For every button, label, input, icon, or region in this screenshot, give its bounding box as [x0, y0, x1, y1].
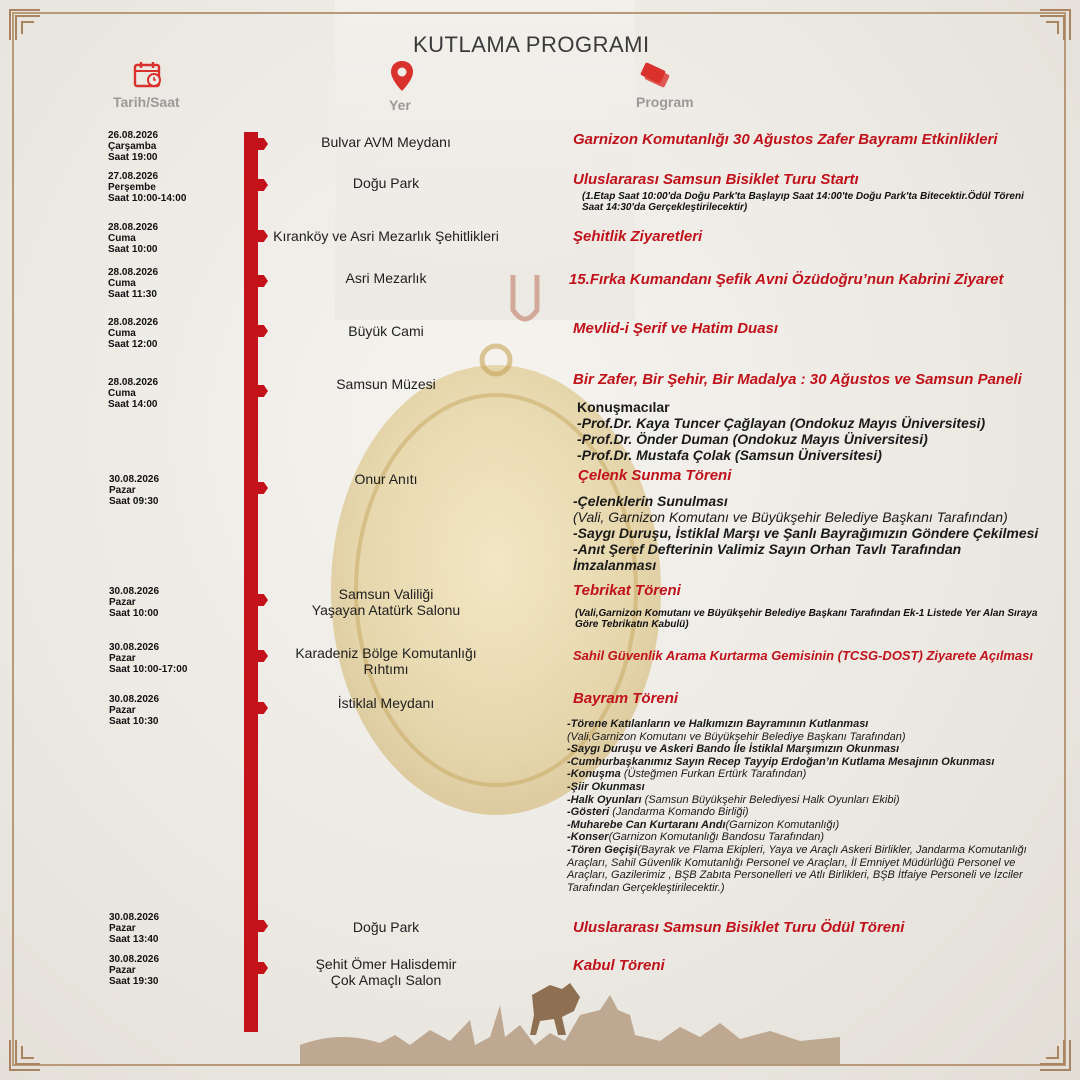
timeline-bar [244, 132, 258, 1032]
ceremony-item-title: -Konuşma [567, 768, 621, 781]
ceremony-item-detail: (Garnizon Komutanlığı) [725, 818, 840, 831]
ceremony-item-title: -Törene Katılanların ve Halkımızın Bayramının Kutlanması [567, 718, 869, 730]
date-text: 28.08.2026 [108, 317, 159, 328]
time-text: Saat 19:00 [108, 152, 158, 163]
ceremony-item [567, 781, 1027, 794]
ceremony-item-title: -Şiir Okunması [567, 780, 645, 793]
sub-item: İmzalanması [573, 557, 657, 573]
sub-item: -Prof.Dr. Kaya Tuncer Çağlayan (Ondokuz Mayıs Üniversitesi) [577, 415, 986, 431]
ceremony-item [567, 756, 1027, 769]
event-program: Mevlid-i Şerif ve Hatim Duası [573, 320, 779, 337]
event-place [236, 228, 536, 244]
date-text: 30.08.2026 [109, 586, 160, 597]
map-pin-icon [390, 60, 414, 92]
ceremony-item-title: -Gösteri [567, 806, 610, 819]
date-text: 27.08.2026 [108, 171, 159, 182]
weekday-text: Perşembe [108, 182, 156, 193]
time-text: Saat 11:30 [108, 289, 157, 300]
ticket-icon [638, 60, 672, 90]
ceremony-item-detail: (Vali,Garnizon Komutanı ve Büyükşehir Belediye Başkanı Tarafından) [567, 730, 906, 743]
event-place [236, 323, 536, 339]
place-line: İstiklal Meydanı [337, 695, 435, 711]
event-place [236, 134, 536, 150]
event-place [236, 175, 536, 191]
ceremony-item-title: -Cumhurbaşkanımız Sayın Recep Tayyip Erdoğan’ın Kutlama Mesajının Okunması [567, 755, 995, 768]
event-date [108, 171, 186, 204]
event-date [108, 222, 158, 255]
corner-ornament [1038, 8, 1072, 42]
event-program: Uluslararası Samsun Bisiklet Turu Startı [573, 171, 859, 188]
program-column-header: Program [636, 94, 694, 110]
event-program: Uluslararası Samsun Bisiklet Turu Ödül Töreni [573, 919, 905, 936]
place-line: Samsun Müzesi [336, 376, 436, 392]
place-line: Samsun Valiliği [338, 586, 434, 602]
ceremony-item-title: -Saygı Duruşu ve Askeri Bando İle İstiklal Marşımızın Okunması [567, 743, 900, 756]
event-place [236, 586, 536, 618]
date-column-header: Tarih/Saat [113, 94, 180, 110]
city-skyline-silhouette [300, 975, 840, 1065]
ceremony-item-detail: (Üsteğmen Furkan Ertürk Tarafından) [620, 768, 807, 781]
ceremony-item-detail: (Jandarma Komando Birliği) [609, 806, 749, 819]
event-date [108, 317, 158, 350]
event-date [109, 954, 159, 987]
event-date [108, 267, 158, 300]
time-text: Saat 13:40 [109, 934, 159, 945]
sub-item: -Anıt Şeref Defterinin Valimiz Sayın Orhan Tavlı Tarafından [573, 541, 962, 557]
date-text: 30.08.2026 [109, 912, 160, 923]
corner-ornament [8, 8, 42, 42]
ceremony-item [567, 731, 1027, 744]
event-program: 15.Fırka Kumandanı Şefik Avni Özüdoğru’nun Kabrini Ziyaret [569, 271, 1004, 288]
place-line: Yaşayan Atatürk Salonu [311, 602, 461, 618]
place-column-header: Yer [389, 97, 411, 113]
ceremony-details [567, 718, 1027, 894]
ceremony-item [567, 743, 1027, 756]
event-date [108, 130, 158, 163]
sub-item: -Çelenklerin Sunulması [573, 493, 728, 509]
date-text: 30.08.2026 [109, 474, 160, 485]
time-text: Saat 10:00 [109, 608, 159, 619]
event-place [236, 270, 536, 286]
time-text: Saat 10:30 [109, 716, 159, 727]
sub-item: (Vali, Garnizon Komutanı ve Büyükşehir Belediye Başkanı Tarafından) [573, 509, 1008, 525]
weekday-text: Pazar [109, 485, 136, 496]
place-line: Karadeniz Bölge Komutanlığı [295, 645, 477, 661]
event-date [109, 474, 159, 507]
time-text: Saat 10:00-17:00 [109, 664, 188, 675]
event-program: Şehitlik Ziyaretleri [573, 228, 703, 245]
weekday-text: Pazar [109, 597, 136, 608]
sub-item: -Prof.Dr. Önder Duman (Ondokuz Mayıs Üniversitesi) [577, 431, 928, 447]
weekday-text: Çarşamba [108, 141, 157, 152]
date-text: 28.08.2026 [108, 222, 159, 233]
place-line: Çok Amaçlı Salon [330, 972, 442, 988]
sub-item: -Prof.Dr. Mustafa Çolak (Samsun Üniversitesi) [577, 447, 882, 463]
event-program: Bayram Töreni [573, 690, 679, 707]
event-date [109, 586, 159, 619]
calendar-clock-icon [133, 60, 163, 90]
event-date [108, 377, 158, 410]
place-line: Doğu Park [352, 919, 420, 935]
time-text: Saat 09:30 [109, 496, 159, 507]
ceremony-item [567, 806, 1027, 819]
time-text: Saat 10:00 [108, 244, 158, 255]
place-line: Doğu Park [352, 175, 420, 191]
weekday-text: Cuma [108, 328, 136, 339]
place-line: Kıranköy ve Asri Mezarlık Şehitlikleri [273, 228, 499, 244]
event-place [236, 695, 536, 711]
ceremony-item [567, 831, 1027, 844]
place-line: Şehit Ömer Halisdemir [315, 956, 457, 972]
time-text: Saat 19:30 [109, 976, 159, 987]
ceremony-item [567, 844, 1027, 894]
ceremony-item [567, 718, 1027, 731]
weekday-text: Pazar [109, 923, 136, 934]
weekday-text: Pazar [109, 705, 136, 716]
event-program: Sahil Güvenlik Arama Kurtarma Gemisinin (TCSG-DOST) Ziyarete Açılması [573, 648, 1033, 663]
ceremony-item-detail: (Garnizon Komutanlığı Bandosu Tarafından) [608, 831, 825, 844]
date-text: 26.08.2026 [108, 130, 159, 141]
date-text: 28.08.2026 [108, 267, 159, 278]
corner-ornament [1038, 1038, 1072, 1072]
sub-item: -Saygı Duruşu, İstiklal Marşı ve Şanlı Bayrağımızın Göndere Çekilmesi [573, 525, 1039, 541]
corner-ornament [8, 1038, 42, 1072]
weekday-text: Cuma [108, 278, 136, 289]
event-date [109, 642, 187, 675]
time-text: Saat 14:00 [108, 399, 158, 410]
ceremony-item [567, 768, 1027, 781]
time-text: Saat 10:00-14:00 [108, 193, 187, 204]
event-note: (1.Etap Saat 10:00'da Doğu Park'ta Başlayıp Saat 14:00'te Doğu Park'ta Bitecektir.Ödül Töreni Saat 14:30'da Gerçekleştirilecektir) [582, 191, 1024, 213]
event-program: Tebrikat Töreni [573, 582, 681, 599]
event-place [236, 919, 536, 935]
place-line: Asri Mezarlık [345, 270, 427, 286]
time-text: Saat 12:00 [108, 339, 158, 350]
ceremony-item [567, 794, 1027, 807]
date-text: 30.08.2026 [109, 642, 160, 653]
ceremony-item-title: -Konser [567, 831, 609, 844]
date-text: 30.08.2026 [109, 694, 160, 705]
weekday-text: Pazar [109, 653, 136, 664]
place-line: Onur Anıtı [354, 471, 418, 487]
event-note: (Vali,Garnizon Komutanı ve Büyükşehir Belediye Başkanı Tarafından Ek-1 Listede Yer Alan Sıraya Göre Tebrikatın Kabulü) [575, 608, 1038, 630]
ceremony-item-detail: (Samsun Büyükşehir Belediyesi Halk Oyunları Ekibi) [641, 793, 900, 806]
ceremony-item [567, 819, 1027, 832]
event-place [236, 471, 536, 487]
place-line: Rıhtımı [363, 661, 409, 677]
event-sub-items [577, 399, 1057, 463]
ceremony-item-title: -Muharebe Can Kurtaranı Andı [567, 818, 726, 831]
event-program: Çelenk Sunma Töreni [578, 467, 732, 484]
sub-item: Konuşmacılar [577, 399, 670, 415]
event-program: Bir Zafer, Bir Şehir, Bir Madalya : 30 Ağustos ve Samsun Paneli [573, 371, 1022, 388]
weekday-text: Pazar [109, 965, 136, 976]
event-date [109, 912, 159, 945]
event-sub-items [573, 493, 1053, 573]
weekday-text: Cuma [108, 388, 136, 399]
event-place [236, 645, 536, 677]
event-place [236, 376, 536, 392]
date-text: 28.08.2026 [108, 377, 159, 388]
event-program: Kabul Töreni [573, 957, 665, 974]
date-text: 30.08.2026 [109, 954, 160, 965]
event-date [109, 694, 159, 727]
page-title: KUTLAMA PROGRAMI [413, 32, 650, 57]
ceremony-item-title: -Tören Geçişi [567, 843, 638, 856]
place-line: Büyük Cami [348, 323, 424, 339]
place-line: Bulvar AVM Meydanı [321, 134, 451, 150]
event-program: Garnizon Komutanlığı 30 Ağustos Zafer Bayramı Etkinlikleri [573, 131, 998, 148]
weekday-text: Cuma [108, 233, 136, 244]
ceremony-item-detail: (Bayrak ve Flama Ekipleri, Yaya ve Araçlı Askeri Birlikler, Jandarma Komutanlığı Araçları, Sahil Güvenlik Komutanlığı Personel ve Araçları, İl Emniyet Müdürlüğü Personel ve Araçları, Gazilerimiz , BŞB Zabıta Personelleri ve Atlı Birlikleri, BŞB İtfaiye Personeli ve İzciler Tarafından Gerçekleştirilecektir.) [567, 843, 1027, 894]
ceremony-item-title: -Halk Oyunları [567, 793, 642, 806]
